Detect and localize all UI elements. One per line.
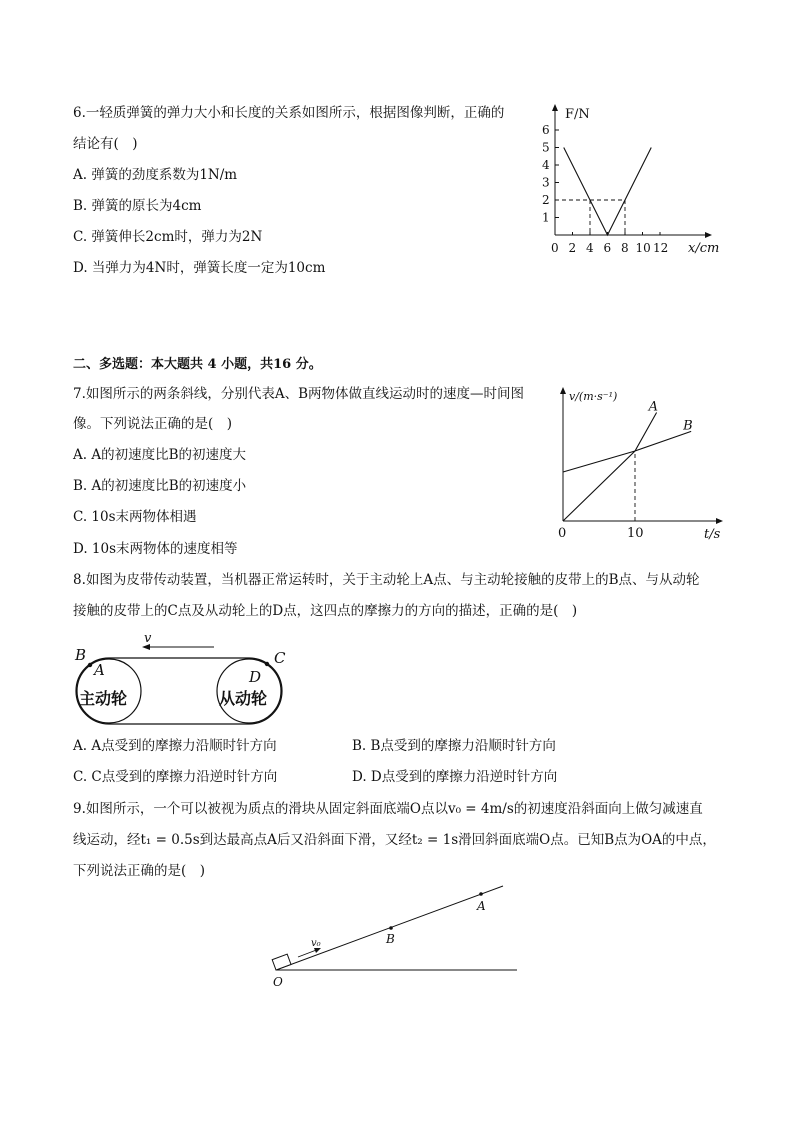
x-axis-arrow [705, 232, 712, 238]
x-axis-label: x/cm [688, 241, 720, 256]
q6-stem-line1: 6.一轻质弹簧的弹力大小和长度的关系如图所示，根据图像判断，正确的 [73, 105, 505, 121]
q6-spring-force-chart [530, 98, 730, 258]
q7-option-c[interactable]: C. 10s末两物体相遇 [73, 509, 197, 525]
section-multiple-choice-header: 二、多选题：本大题共 4 小题，共16 分。 [73, 357, 322, 372]
q7-stem-line2: 像。下列说法正确的是( ) [73, 416, 233, 432]
point-a-label: A [94, 661, 105, 679]
origin-label: 0 [558, 526, 567, 541]
q8-stem-line2: 接触的皮带上的C点及从动轮上的D点，这四点的摩擦力的方向的描述，正确的是( ) [73, 603, 578, 619]
x-axis-label: t/s [704, 527, 721, 542]
x-tick-label: 12 [653, 241, 669, 255]
series-label-B: B [683, 418, 693, 434]
y-tick-label: 6 [542, 123, 550, 137]
point-o-label: O [273, 975, 283, 989]
q6-option-c[interactable]: C. 弹簧伸长2cm时，弹力为2N [73, 229, 263, 245]
q7-option-d[interactable]: D. 10s末两物体的速度相等 [73, 541, 238, 557]
x-tick-label: 10 [627, 526, 644, 541]
y-tick-label: 4 [542, 158, 550, 172]
v0-label: v₀ [311, 938, 321, 949]
q7-option-a[interactable]: A. A的初速度比B的初速度大 [73, 447, 247, 463]
q7-velocity-time-chart [545, 384, 730, 542]
q8-option-b[interactable]: B. B点受到的摩擦力沿顺时针方向 [352, 738, 556, 754]
belt-velocity-label: v [144, 631, 152, 646]
q6-option-a[interactable]: A. 弹簧的劲度系数为1N/m [73, 167, 238, 183]
q8-option-d[interactable]: D. D点受到的摩擦力沿逆时针方向 [352, 769, 558, 785]
q6-option-d[interactable]: D. 当弹力为4N时，弹簧长度一定为10cm [73, 260, 326, 276]
q7-stem-line1: 7.如图所示的两条斜线，分别代表A、B两物体做直线运动时的速度—时间图 [73, 386, 525, 402]
series-line-A [563, 413, 657, 522]
y-tick-label: 3 [542, 175, 550, 190]
point-d-label: D [249, 668, 262, 686]
series-line-F [564, 148, 652, 236]
q6-option-b[interactable]: B. 弹簧的原长为4cm [73, 198, 202, 214]
series-label-A: A [648, 399, 658, 415]
y-axis-arrow [560, 387, 566, 394]
x-tick-label: 4 [586, 241, 594, 255]
x-tick-label: 8 [621, 241, 629, 255]
point-b-label: B [386, 932, 395, 946]
q8-belt-drive-figure [70, 628, 300, 728]
point-c-dot [265, 662, 269, 666]
y-tick-label: 5 [542, 140, 550, 155]
y-axis-label: v/(m·s⁻¹) [569, 390, 618, 403]
guide-line [555, 200, 590, 235]
point-c-label: C [274, 649, 286, 667]
point-a-dot [479, 892, 483, 896]
q6-stem-line2: 结论有( ) [73, 136, 138, 152]
q9-stem-line3: 下列说法正确的是( ) [73, 863, 206, 879]
point-a-dot [88, 663, 92, 667]
x-axis-arrow [716, 518, 723, 524]
q9-stem-line2: 线运动，经t₁ = 0.5s到达最高点A后又沿斜面下滑，又经t₂ = 1s滑回斜面底端O点。已知B点为OA的中点， [73, 832, 716, 848]
q9-stem-line1: 9.如图所示，一个可以被视为质点的滑块从固定斜面底端O点以v₀ = 4m/s的初速度沿斜面向上做匀减速直 [73, 801, 703, 817]
y-tick-label: 2 [542, 193, 550, 207]
q8-stem-line1: 8.如图为皮带传动装置，当机器正常运转时，关于主动轮上A点、与主动轮接触的皮带上的B点、与从动轮 [73, 572, 700, 588]
y-tick-label: 1 [542, 210, 550, 225]
y-axis-label: F/N [565, 107, 590, 122]
q8-option-c[interactable]: C. C点受到的摩擦力沿逆时针方向 [73, 769, 278, 785]
x-tick-label: 10 [635, 241, 651, 255]
slider-block [272, 954, 291, 970]
x-tick-label: 6 [603, 241, 612, 255]
drive-wheel-label: 主动轮 [79, 689, 128, 708]
series-line-B [563, 431, 691, 472]
driven-wheel-label: 从动轮 [219, 689, 268, 708]
q8-option-a[interactable]: A. A点受到的摩擦力沿顺时针方向 [73, 738, 277, 754]
x-tick-label: 2 [568, 241, 577, 255]
point-b-dot [389, 926, 393, 930]
q7-option-b[interactable]: B. A的初速度比B的初速度小 [73, 478, 247, 494]
point-a-label: A [477, 899, 486, 913]
y-axis-arrow [552, 104, 558, 111]
x-tick-label: 0 [551, 241, 559, 255]
point-b-label: B [75, 646, 87, 664]
q9-incline-figure [265, 880, 525, 990]
